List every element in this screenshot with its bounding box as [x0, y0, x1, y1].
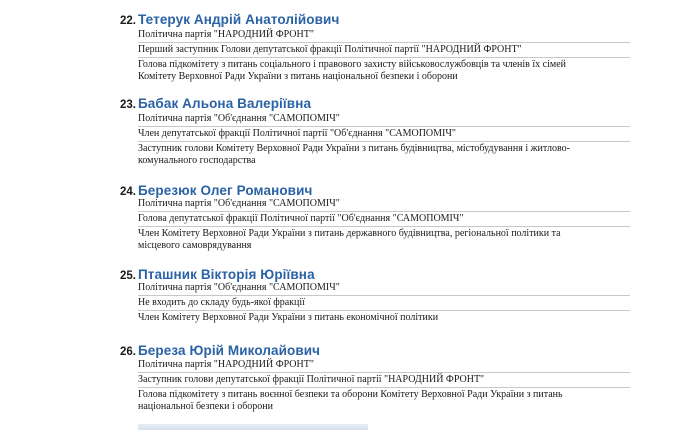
entry-number: 24.: [120, 186, 136, 198]
divider: [138, 387, 630, 388]
entry-number: 23.: [120, 99, 136, 111]
entry-number: 22.: [120, 15, 136, 27]
faction-text: Перший заступник Голови депутатської фракції Політичної партії "НАРОДНИЙ ФРОНТ": [138, 44, 522, 55]
party-text: Політична партія "Об'єднання "САМОПОМІЧ": [138, 198, 340, 209]
divider: [138, 57, 630, 58]
deputy-name[interactable]: Пташник Вікторія Юріївна: [138, 267, 315, 282]
party-text: Політична партія "НАРОДНИЙ ФРОНТ": [138, 359, 314, 370]
next-entry-cutoff: [138, 424, 368, 430]
committee-text: Комітету Верховної Ради України з питань національної безпеки і оборони: [138, 71, 458, 82]
divider: [138, 226, 630, 227]
committee-text: місцевого самоврядування: [138, 240, 252, 251]
faction-text: Заступник голови депутатської фракції Політичної партії "НАРОДНИЙ ФРОНТ": [138, 374, 485, 385]
party-text: Політична партія "НАРОДНИЙ ФРОНТ": [138, 29, 314, 40]
deputy-name[interactable]: Бабак Альона Валеріївна: [138, 96, 312, 111]
committee-text: Заступник голови Комітету Верховної Ради України з питань будівництва, містобудування і житлово-: [138, 143, 570, 154]
party-text: Політична партія "Об'єднання "САМОПОМІЧ": [138, 113, 340, 124]
entry-number: 25.: [120, 270, 136, 282]
committee-text: Член Комітету Верховної Ради України з питань державного будівництва, регіональної політики та: [138, 228, 561, 239]
faction-text: Голова депутатської фракції Політичної партії "Об'єднання "САМОПОМІЧ": [138, 213, 464, 224]
committee-text: Член Комітету Верховної Ради України з питань економічної політики: [138, 312, 439, 323]
committee-text: національної безпеки і оборони: [138, 401, 274, 412]
committee-text: комунального господарства: [138, 155, 256, 166]
divider: [138, 310, 630, 311]
deputy-name[interactable]: Береза Юрій Миколайович: [138, 343, 321, 358]
divider: [138, 141, 630, 142]
deputy-name[interactable]: Березюк Олег Романович: [138, 183, 313, 198]
divider: [138, 372, 630, 373]
committee-text: Голова підкомітету з питань соціального і правового захисту військовослужбовців та членів їх сімей: [138, 59, 567, 70]
divider: [138, 126, 630, 127]
faction-text: Член депутатської фракції Політичної партії "Об'єднання "САМОПОМІЧ": [138, 128, 456, 139]
party-text: Політична партія "Об'єднання "САМОПОМІЧ": [138, 282, 340, 293]
divider: [138, 42, 630, 43]
divider: [138, 211, 630, 212]
committee-text: Голова підкомітету з питань воєнної безпеки та оборони Комітету Верховної Ради України з питань: [138, 389, 563, 400]
deputy-name[interactable]: Тетерук Андрій Анатолійович: [138, 12, 340, 27]
divider: [138, 295, 630, 296]
faction-text: Не входить до складу будь-якої фракції: [138, 297, 305, 308]
entry-number: 26.: [120, 346, 136, 358]
